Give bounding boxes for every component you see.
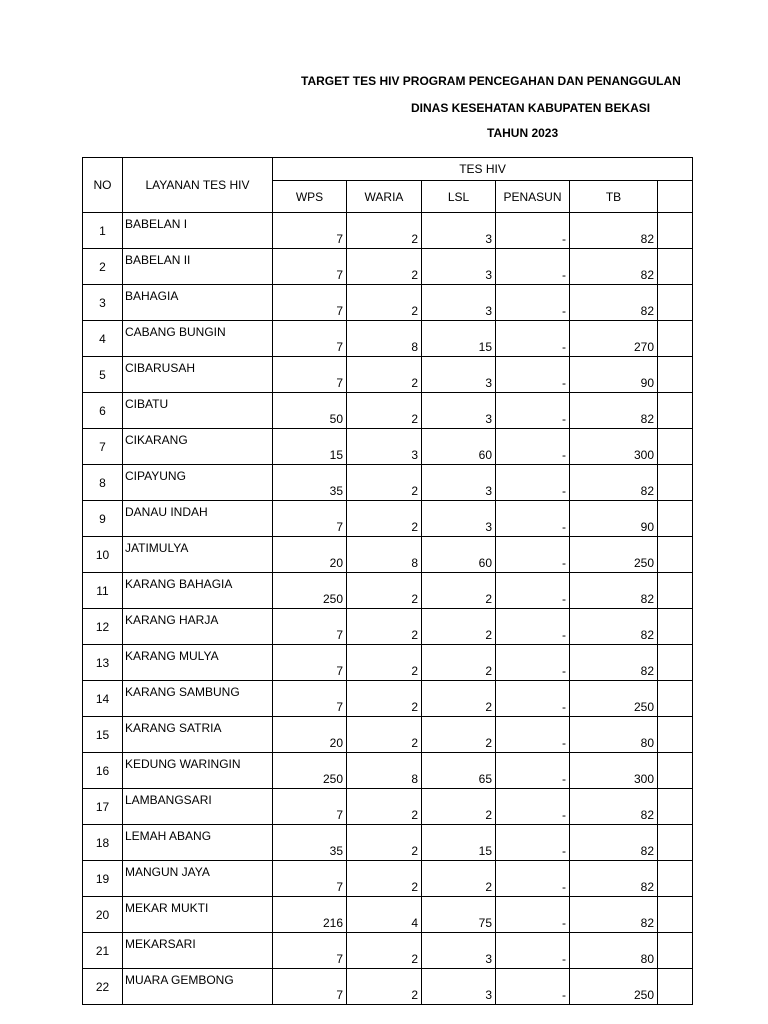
layanan-name: MANGUN JAYA xyxy=(123,861,273,897)
layanan-name: CIKARANG xyxy=(123,429,273,465)
column-header-waria: WARIA xyxy=(347,181,422,213)
penasun-value: - xyxy=(496,321,570,357)
table-body xyxy=(83,213,693,1005)
table-row xyxy=(83,645,693,681)
column-group-tes-hiv: TES HIV xyxy=(273,158,693,181)
lsl-value: 75 xyxy=(422,897,496,933)
row-number: 17 xyxy=(83,789,123,825)
layanan-name: KARANG BAHAGIA xyxy=(123,573,273,609)
overflow-cell xyxy=(658,501,693,537)
layanan-name: CIBATU xyxy=(123,393,273,429)
waria-value: 2 xyxy=(347,501,422,537)
penasun-value: - xyxy=(496,465,570,501)
layanan-name: CIBARUSAH xyxy=(123,357,273,393)
waria-value: 2 xyxy=(347,789,422,825)
penasun-value: - xyxy=(496,609,570,645)
lsl-value: 3 xyxy=(422,501,496,537)
row-number: 10 xyxy=(83,537,123,573)
row-number: 13 xyxy=(83,645,123,681)
table-row xyxy=(83,897,693,933)
layanan-name: KEDUNG WARINGIN xyxy=(123,753,273,789)
overflow-cell xyxy=(658,609,693,645)
lsl-value: 3 xyxy=(422,213,496,249)
lsl-value: 3 xyxy=(422,393,496,429)
lsl-value: 2 xyxy=(422,789,496,825)
lsl-value: 65 xyxy=(422,753,496,789)
penasun-value: - xyxy=(496,933,570,969)
column-header-penasun: PENASUN xyxy=(496,181,570,213)
layanan-name: CABANG BUNGIN xyxy=(123,321,273,357)
table-row xyxy=(83,789,693,825)
tb-value: 82 xyxy=(570,285,658,321)
row-number: 15 xyxy=(83,717,123,753)
wps-value: 250 xyxy=(273,573,347,609)
wps-value: 7 xyxy=(273,789,347,825)
layanan-name: KARANG SATRIA xyxy=(123,717,273,753)
penasun-value: - xyxy=(496,969,570,1005)
wps-value: 7 xyxy=(273,249,347,285)
layanan-name: DANAU INDAH xyxy=(123,501,273,537)
waria-value: 2 xyxy=(347,933,422,969)
wps-value: 7 xyxy=(273,933,347,969)
tb-value: 90 xyxy=(570,357,658,393)
wps-value: 250 xyxy=(273,753,347,789)
wps-value: 20 xyxy=(273,717,347,753)
row-number: 2 xyxy=(83,249,123,285)
table-row xyxy=(83,969,693,1005)
tb-value: 82 xyxy=(570,897,658,933)
lsl-value: 2 xyxy=(422,717,496,753)
table-row xyxy=(83,573,693,609)
lsl-value: 3 xyxy=(422,933,496,969)
lsl-value: 60 xyxy=(422,537,496,573)
tb-value: 82 xyxy=(570,609,658,645)
wps-value: 7 xyxy=(273,501,347,537)
waria-value: 2 xyxy=(347,645,422,681)
column-header-tb: TB xyxy=(570,181,658,213)
lsl-value: 3 xyxy=(422,357,496,393)
waria-value: 2 xyxy=(347,825,422,861)
wps-value: 7 xyxy=(273,213,347,249)
layanan-name: BABELAN I xyxy=(123,213,273,249)
tb-value: 82 xyxy=(570,645,658,681)
table-row xyxy=(83,861,693,897)
waria-value: 8 xyxy=(347,321,422,357)
lsl-value: 60 xyxy=(422,429,496,465)
wps-value: 35 xyxy=(273,465,347,501)
wps-value: 7 xyxy=(273,285,347,321)
layanan-name: LAMBANGSARI xyxy=(123,789,273,825)
row-number: 4 xyxy=(83,321,123,357)
penasun-value: - xyxy=(496,285,570,321)
lsl-value: 2 xyxy=(422,645,496,681)
row-number: 1 xyxy=(83,213,123,249)
waria-value: 2 xyxy=(347,609,422,645)
tb-value: 250 xyxy=(570,537,658,573)
wps-value: 7 xyxy=(273,609,347,645)
row-number: 11 xyxy=(83,573,123,609)
overflow-cell xyxy=(658,429,693,465)
tb-value: 82 xyxy=(570,393,658,429)
tb-value: 82 xyxy=(570,249,658,285)
wps-value: 20 xyxy=(273,537,347,573)
table-row xyxy=(83,429,693,465)
wps-value: 7 xyxy=(273,969,347,1005)
tb-value: 82 xyxy=(570,573,658,609)
waria-value: 2 xyxy=(347,393,422,429)
table-row xyxy=(83,357,693,393)
overflow-cell xyxy=(658,393,693,429)
row-number: 14 xyxy=(83,681,123,717)
tb-value: 82 xyxy=(570,789,658,825)
layanan-name: KARANG MULYA xyxy=(123,645,273,681)
row-number: 9 xyxy=(83,501,123,537)
table-row xyxy=(83,825,693,861)
waria-value: 2 xyxy=(347,717,422,753)
overflow-cell xyxy=(658,897,693,933)
tb-value: 250 xyxy=(570,969,658,1005)
penasun-value: - xyxy=(496,681,570,717)
layanan-name: MEKAR MUKTI xyxy=(123,897,273,933)
penasun-value: - xyxy=(496,429,570,465)
column-header-wps: WPS xyxy=(273,181,347,213)
tb-value: 90 xyxy=(570,501,658,537)
tb-value: 82 xyxy=(570,213,658,249)
penasun-value: - xyxy=(496,213,570,249)
penasun-value: - xyxy=(496,825,570,861)
lsl-value: 2 xyxy=(422,681,496,717)
penasun-value: - xyxy=(496,897,570,933)
overflow-cell xyxy=(658,213,693,249)
overflow-cell xyxy=(658,933,693,969)
row-number: 7 xyxy=(83,429,123,465)
penasun-value: - xyxy=(496,249,570,285)
overflow-cell xyxy=(658,357,693,393)
wps-value: 7 xyxy=(273,645,347,681)
overflow-cell xyxy=(658,573,693,609)
penasun-value: - xyxy=(496,501,570,537)
penasun-value: - xyxy=(496,537,570,573)
tb-value: 80 xyxy=(570,933,658,969)
layanan-name: LEMAH ABANG xyxy=(123,825,273,861)
row-number: 20 xyxy=(83,897,123,933)
year-label: TAHUN 2023 xyxy=(487,126,559,140)
spreadsheet-table-area xyxy=(82,157,657,1002)
penasun-value: - xyxy=(496,753,570,789)
wps-value: 216 xyxy=(273,897,347,933)
overflow-cell xyxy=(658,969,693,1005)
table-row xyxy=(83,681,693,717)
row-number: 8 xyxy=(83,465,123,501)
waria-value: 2 xyxy=(347,249,422,285)
waria-value: 3 xyxy=(347,429,422,465)
layanan-name: JATIMULYA xyxy=(123,537,273,573)
waria-value: 2 xyxy=(347,357,422,393)
penasun-value: - xyxy=(496,861,570,897)
table-row xyxy=(83,753,693,789)
table-row xyxy=(83,933,693,969)
tb-value: 300 xyxy=(570,429,658,465)
overflow-cell xyxy=(658,681,693,717)
overflow-cell xyxy=(658,645,693,681)
row-number: 22 xyxy=(83,969,123,1005)
table-row xyxy=(83,249,693,285)
waria-value: 2 xyxy=(347,465,422,501)
waria-value: 2 xyxy=(347,573,422,609)
table-row xyxy=(83,393,693,429)
layanan-name: MUARA GEMBONG xyxy=(123,969,273,1005)
row-number: 18 xyxy=(83,825,123,861)
waria-value: 2 xyxy=(347,681,422,717)
overflow-cell xyxy=(658,825,693,861)
layanan-name: KARANG HARJA xyxy=(123,609,273,645)
lsl-value: 15 xyxy=(422,825,496,861)
table-row xyxy=(83,321,693,357)
penasun-value: - xyxy=(496,357,570,393)
wps-value: 7 xyxy=(273,861,347,897)
waria-value: 8 xyxy=(347,753,422,789)
table-row xyxy=(83,465,693,501)
tb-value: 300 xyxy=(570,753,658,789)
layanan-name: BABELAN II xyxy=(123,249,273,285)
lsl-value: 2 xyxy=(422,573,496,609)
waria-value: 8 xyxy=(347,537,422,573)
waria-value: 2 xyxy=(347,861,422,897)
tb-value: 250 xyxy=(570,681,658,717)
penasun-value: - xyxy=(496,393,570,429)
column-header-lsl: LSL xyxy=(422,181,496,213)
hiv-test-target-table xyxy=(82,157,693,1005)
tb-value: 80 xyxy=(570,717,658,753)
wps-value: 50 xyxy=(273,393,347,429)
row-number: 6 xyxy=(83,393,123,429)
overflow-cell xyxy=(658,321,693,357)
lsl-value: 3 xyxy=(422,465,496,501)
overflow-cell xyxy=(658,861,693,897)
waria-value: 2 xyxy=(347,213,422,249)
lsl-value: 3 xyxy=(422,969,496,1005)
table-header xyxy=(83,158,693,213)
lsl-value: 2 xyxy=(422,861,496,897)
row-number: 3 xyxy=(83,285,123,321)
tb-value: 270 xyxy=(570,321,658,357)
document-title: TARGET TES HIV PROGRAM PENCEGAHAN DAN PENANGGULAN xyxy=(301,74,681,88)
waria-value: 2 xyxy=(347,285,422,321)
column-header-layanan: LAYANAN TES HIV xyxy=(123,158,273,213)
lsl-value: 3 xyxy=(422,249,496,285)
tb-value: 82 xyxy=(570,861,658,897)
table-row xyxy=(83,285,693,321)
penasun-value: - xyxy=(496,789,570,825)
waria-value: 2 xyxy=(347,969,422,1005)
waria-value: 4 xyxy=(347,897,422,933)
penasun-value: - xyxy=(496,645,570,681)
lsl-value: 2 xyxy=(422,609,496,645)
table-row xyxy=(83,501,693,537)
column-header-overflow xyxy=(658,181,693,213)
layanan-name: MEKARSARI xyxy=(123,933,273,969)
overflow-cell xyxy=(658,537,693,573)
row-number: 19 xyxy=(83,861,123,897)
overflow-cell xyxy=(658,717,693,753)
overflow-cell xyxy=(658,249,693,285)
wps-value: 7 xyxy=(273,321,347,357)
wps-value: 15 xyxy=(273,429,347,465)
tb-value: 82 xyxy=(570,825,658,861)
lsl-value: 15 xyxy=(422,321,496,357)
wps-value: 7 xyxy=(273,357,347,393)
wps-value: 35 xyxy=(273,825,347,861)
layanan-name: KARANG SAMBUNG xyxy=(123,681,273,717)
tb-value: 82 xyxy=(570,465,658,501)
table-row xyxy=(83,609,693,645)
table-row xyxy=(83,213,693,249)
wps-value: 7 xyxy=(273,681,347,717)
lsl-value: 3 xyxy=(422,285,496,321)
column-header-no: NO xyxy=(83,158,123,213)
row-number: 12 xyxy=(83,609,123,645)
row-number: 5 xyxy=(83,357,123,393)
row-number: 21 xyxy=(83,933,123,969)
table-row xyxy=(83,717,693,753)
layanan-name: CIPAYUNG xyxy=(123,465,273,501)
layanan-name: BAHAGIA xyxy=(123,285,273,321)
penasun-value: - xyxy=(496,573,570,609)
row-number: 16 xyxy=(83,753,123,789)
overflow-cell xyxy=(658,465,693,501)
overflow-cell xyxy=(658,753,693,789)
overflow-cell xyxy=(658,789,693,825)
overflow-cell xyxy=(658,285,693,321)
penasun-value: - xyxy=(496,717,570,753)
department-name: DINAS KESEHATAN KABUPATEN BEKASI xyxy=(411,101,651,115)
table-row xyxy=(83,537,693,573)
